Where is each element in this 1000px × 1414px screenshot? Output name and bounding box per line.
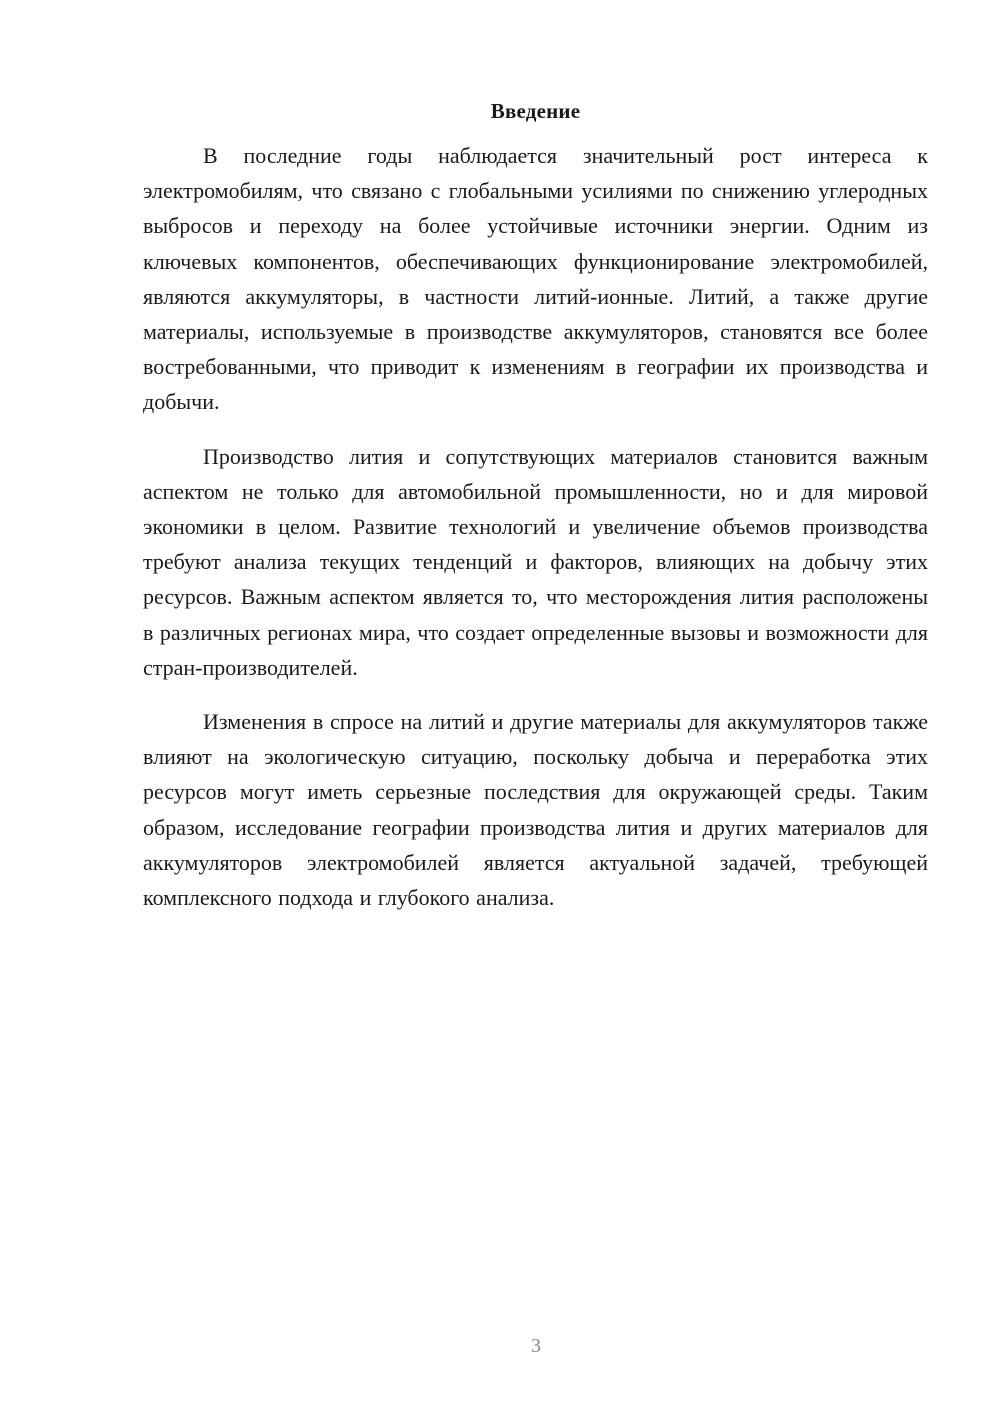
- paragraph-1: В последние годы наблюдается значительный рост интереса к электромобилям, что связано с глобальными усилиями по снижению углеродных выбросов и переходу на более устойчивые источники энергии. Одним из ключевых компонентов, обеспечивающих функционирование электромобилей, являются аккумуляторы, в частности литий-ионные. Литий, а также другие материалы, используемые в производстве аккумуляторов, становятся все более востребованными, что приводит к изменениям в географии их производства и добычи.: [143, 143, 928, 415]
- paragraph-2: Производство лития и сопутствующих материалов становится важным аспектом не только для автомобильной промышленности, но и для мировой экономики в целом. Развитие технологий и увеличение объемов производства требуют анализа текущих тенденций и факторов, влияющих на добычу этих ресурсов. Важным аспектом является то, что месторождения лития расположены в различных регионах мира, что создает определенные вызовы и возможности для стран-производителей.: [143, 443, 928, 680]
- section-heading: Введение: [490, 99, 581, 123]
- page-content: [143, 96, 928, 934]
- paragraph-3: Изменения в спросе на литий и другие материалы для аккумуляторов также влияют на экологическую ситуацию, поскольку добыча и переработка этих ресурсов могут иметь серьезные последствия для окружающей среды. Таким образом, исследование географии производства лития и других материалов для аккумуляторов электромобилей является актуальной задачей, требующей комплексного подхода и глубокого анализа.: [143, 709, 928, 911]
- page-number: 3: [531, 1335, 541, 1357]
